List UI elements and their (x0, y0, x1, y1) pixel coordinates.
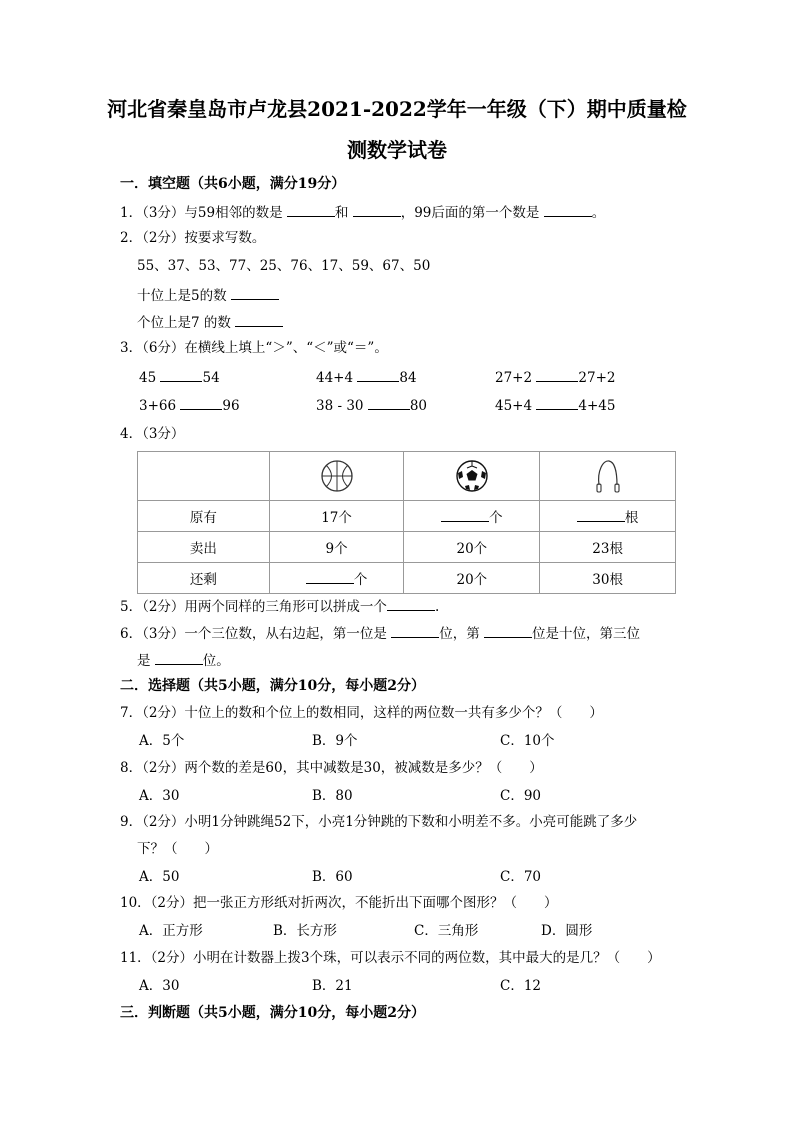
answer-blank[interactable] (387, 596, 435, 611)
question-2-ones: 个位上是7 的数 (137, 312, 283, 332)
option-c[interactable]: C．10个 (500, 733, 555, 749)
question-11-stem: 11．（2分）小明在计数器上拨3个珠，可以表示不同的两位数，其中最大的是几？（ ） (120, 950, 661, 966)
option-c[interactable]: C．三角形 (414, 923, 479, 939)
page-title-line1: 河北省秦皇岛市卢龙县2021-2022学年一年级（下）期中质量检 (107, 97, 687, 121)
section-heading-judge: 三．判断题（共5小题，满分10分，每小题2分） (120, 1005, 425, 1021)
jump-rope-icon (591, 457, 625, 495)
question-2-tens: 十位上是5的数 (137, 285, 279, 305)
option-a[interactable]: A．5个 (139, 733, 185, 749)
question-6-cont: 是 位。 (137, 650, 230, 670)
option-b[interactable]: B．长方形 (273, 923, 337, 939)
option-c[interactable]: C．12 (500, 978, 542, 994)
table-row: 还剩 个 20个 30根 (138, 563, 676, 594)
page-title-line2: 测数学试卷 (347, 138, 447, 162)
answer-blank[interactable] (287, 202, 335, 217)
option-b[interactable]: B．9个 (312, 733, 358, 749)
table-header-row (138, 452, 676, 501)
answer-blank[interactable] (391, 623, 439, 638)
section-heading-fill: 一．填空题（共6小题，满分19分） (120, 176, 346, 192)
answer-blank[interactable] (235, 312, 283, 327)
question-8-stem: 8．（2分）两个数的差是60，其中减数是30，被减数是多少？（ ） (120, 760, 543, 776)
inventory-table (137, 451, 676, 594)
question-1: 1．（3分）与59相邻的数是 和 ，99后面的第一个数是 。 (120, 202, 605, 222)
answer-blank[interactable] (353, 202, 401, 217)
question-2-numbers: 55、37、53、77、25、76、17、59、67、50 (137, 258, 431, 274)
option-d[interactable]: D．圆形 (541, 923, 593, 939)
section-heading-choice: 二．选择题（共5小题，满分10分，每小题2分） (120, 678, 425, 694)
question-9-stem-cont: 下？（ ） (137, 841, 218, 857)
question-2-stem: 2．（2分）按要求写数。 (120, 230, 266, 246)
compare-item: 44+4 84 (316, 367, 417, 387)
answer-blank[interactable] (155, 650, 203, 665)
option-a[interactable]: A．30 (139, 978, 180, 994)
option-b[interactable]: B．80 (312, 788, 353, 804)
answer-blank[interactable] (441, 507, 489, 522)
option-b[interactable]: B．21 (312, 978, 353, 994)
compare-item: 45+4 4+45 (495, 395, 615, 415)
table-row: 卖出 9个 20个 23根 (138, 532, 676, 563)
soccer-ball-icon (455, 459, 489, 493)
option-c[interactable]: C．90 (500, 788, 542, 804)
question-9-stem: 9．（2分）小明1分钟跳绳52下，小亮1分钟跳的下数和小明差不多。小亮可能跳了多少 (120, 814, 638, 830)
option-a[interactable]: A．正方形 (139, 923, 203, 939)
table-row: 原有 17个 个 根 (138, 501, 676, 532)
question-6: 6．（3分）一个三位数，从右边起，第一位是 位，第 位是十位，第三位 (120, 623, 640, 643)
question-4-stem: 4．（3分） (120, 426, 185, 442)
question-5: 5．（2分）用两个同样的三角形可以拼成一个 . (120, 596, 439, 616)
answer-blank[interactable] (544, 202, 592, 217)
basketball-icon (320, 459, 354, 493)
compare-item: 45 54 (139, 367, 220, 387)
answer-blank[interactable] (577, 507, 625, 522)
question-10-stem: 10．（2分）把一张正方形纸对折两次，不能折出下面哪个图形？（ ） (120, 895, 558, 911)
compare-item: 3+66 96 (139, 395, 240, 415)
answer-blank[interactable] (484, 623, 532, 638)
option-a[interactable]: A．30 (139, 788, 180, 804)
option-a[interactable]: A．50 (139, 869, 180, 885)
compare-item: 27+2 27+2 (495, 367, 615, 387)
question-7-stem: 7．（2分）十位上的数和个位上的数相同，这样的两位数一共有多少个？（ ） (120, 705, 603, 721)
option-b[interactable]: B．60 (312, 869, 353, 885)
option-c[interactable]: C．70 (500, 869, 542, 885)
answer-blank[interactable] (306, 569, 354, 584)
question-3-stem: 3．（6分）在横线上填上“＞”、“＜”或“＝”。 (120, 340, 388, 356)
answer-blank[interactable] (231, 285, 279, 300)
compare-item: 38 - 30 80 (316, 395, 427, 415)
